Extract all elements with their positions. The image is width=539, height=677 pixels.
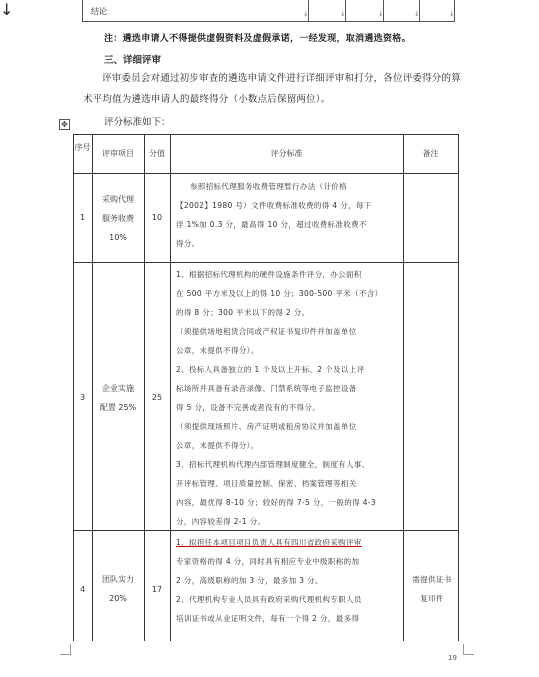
item-line: 企业实施 xyxy=(102,384,134,393)
item-line: 配置 25% xyxy=(99,403,137,412)
standard-line: 内容，最优得 8-10 分；较好的得 7-5 分，一般的得 4-3 xyxy=(176,498,376,507)
row-item xyxy=(92,190,144,247)
cell-mark: ↓ xyxy=(414,10,420,18)
standard-line: 3、招标代理机构代理内部管理制度健全，制度有人事、 xyxy=(176,460,370,469)
standard-line: 得分。 xyxy=(176,239,200,248)
standard-line: 1、根据招标代理机构的硬件设施条件评分，办公面积 xyxy=(176,270,362,279)
standard-line: 参照招标代理服务收费管理暂行办法（计价格 xyxy=(190,182,347,191)
standard-line: 浮 1%加 0.3 分，最高得 10 分，超过收费标准收费不 xyxy=(176,220,367,229)
row-index: 1 xyxy=(79,213,86,222)
header-item: 评审项目 xyxy=(102,149,134,158)
cell-mark: ↓ xyxy=(449,10,455,18)
cell-mark: ↓ xyxy=(378,10,384,18)
margin-corner-mark xyxy=(60,644,71,655)
standard-line: 【2002】1980 号）文件收费标准收费的得 4 分，每下 xyxy=(176,201,372,210)
standard-line: 1、拟担任本项目项目负责人具有四川省政府采购评审 xyxy=(176,538,362,547)
row-item xyxy=(92,570,144,608)
standard-line: 在 500 平方米及以上的得 10 分；300-500 平米（不含） xyxy=(176,289,383,298)
row-index: 3 xyxy=(79,393,86,402)
remark-line: 需提供证书 xyxy=(412,575,452,584)
row-standard xyxy=(176,265,400,531)
row-end-mark: ↓ xyxy=(0,0,14,19)
page-number: 19 xyxy=(448,654,457,662)
standard-line: 分，内容较差得 2-1 分。 xyxy=(176,517,266,526)
scoring-intro: 评分标准如下： xyxy=(104,117,171,128)
item-line: 团队实力 xyxy=(102,575,134,584)
table-border xyxy=(73,173,459,174)
standard-line: 得 5 分，设备不完善或者没有的不得分。 xyxy=(176,403,321,412)
body-paragraph: 评审委员会对通过初步审查的遴选申请文件进行详细评审和打分，各位评委得分的算术平均值为遴选申请人的最终得分（小数点后保留两位）。 xyxy=(83,73,461,105)
item-line: 20% xyxy=(109,594,127,603)
disclaimer-note: 注：遴选申请人不得提供虚假资料及虚假承诺，一经发现，取消遴选资格。 xyxy=(104,34,411,44)
cell-mark: ↓ xyxy=(303,10,309,18)
standard-line: 标场所并具备有录音录像、门禁系统等电子监控设备 xyxy=(176,384,357,393)
standard-line: 2、代理机构专业人员具有政府采购代理机构专职人员 xyxy=(176,595,362,604)
row-score: 17 xyxy=(151,585,163,594)
table-border xyxy=(73,134,459,135)
standard-line: 2、投标人具备独立的 1 个及以上开标、2 个及以上评 xyxy=(176,365,365,374)
standard-line: （须提供现场照片、房产证明或租房协议并加盖单位 xyxy=(176,422,357,431)
previous-table-tail xyxy=(82,0,455,22)
conclusion-label: 结论 xyxy=(91,7,107,16)
standard-line: 培训证书或从业证明文件，每有一个得 2 分，最多得 xyxy=(176,614,360,623)
header-score: 分值 xyxy=(149,149,165,158)
standard-line: 2 分，高级职称的加 3 分，最多加 3 分。 xyxy=(176,576,323,585)
row-standard xyxy=(176,533,400,628)
table-border xyxy=(170,134,171,641)
remark-line: 复印件 xyxy=(420,594,444,603)
margin-corner-mark xyxy=(463,644,474,655)
standard-line: （须提供场地租赁合同或产权证书复印件并加盖单位 xyxy=(176,327,357,336)
item-line: 10% xyxy=(109,233,127,242)
header-standard: 评分标准 xyxy=(270,149,303,158)
row-score: 10 xyxy=(151,213,163,222)
cell-mark: ↓ xyxy=(340,10,346,18)
section-heading: 三、详细评审 xyxy=(104,55,162,66)
standard-line: 公章，未提供不得分）。 xyxy=(176,441,259,450)
standard-line: 专家资格的得 4 分，同时具有相应专业中级职称的加 xyxy=(176,557,360,566)
table-border xyxy=(458,134,459,641)
row-item xyxy=(92,379,144,417)
row-score: 25 xyxy=(151,393,163,402)
header-index: 序号 xyxy=(74,143,91,152)
standard-line: 公章，未提供不得分）。 xyxy=(176,346,259,355)
row-index: 4 xyxy=(79,585,86,594)
standard-line: 的得 8 分；300 平米以下的得 2 分。 xyxy=(176,308,310,317)
table-border xyxy=(73,262,459,263)
row-remark xyxy=(406,570,458,608)
header-remark: 备注 xyxy=(422,149,439,158)
table-move-handle-icon[interactable]: ✥ xyxy=(59,119,70,130)
row-standard xyxy=(176,177,400,253)
item-line: 采购代理 xyxy=(102,195,134,204)
table-border xyxy=(403,134,404,641)
standard-line: 开评标管理、项目质量控制、保密、档案管理等相关 xyxy=(176,479,357,488)
item-line: 服务收费 xyxy=(102,214,134,223)
